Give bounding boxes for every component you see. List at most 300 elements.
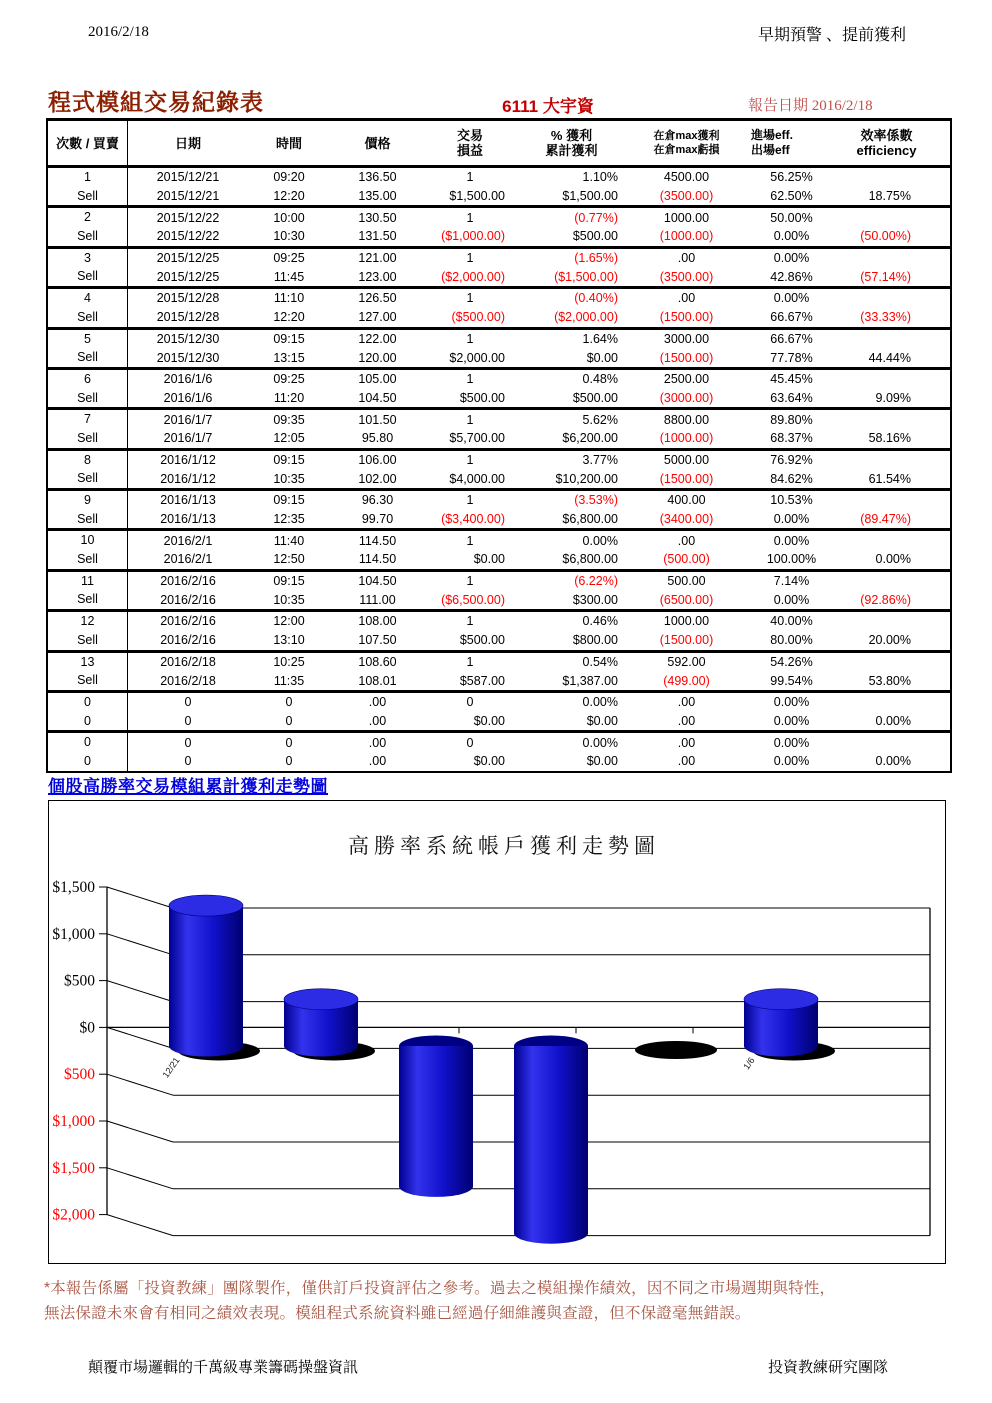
table-cell: 10:30: [273, 229, 305, 244]
table-cell: 13:15: [273, 350, 305, 365]
table-row: [48, 451, 950, 470]
table-cell: 2015/12/25: [156, 269, 220, 284]
table-cell: 11: [48, 572, 128, 591]
table-cell: Sell: [48, 550, 128, 569]
table-row: [48, 410, 950, 429]
trade-group: [48, 289, 950, 329]
trade-group: [48, 653, 950, 693]
table-cell: (3.53%): [574, 493, 618, 508]
table-cell: 1: [466, 452, 474, 467]
table-cell: 2016/2/18: [160, 673, 216, 688]
table-cell: 0: [184, 754, 192, 769]
table-row: [48, 752, 950, 771]
table-row: [48, 389, 950, 408]
table-cell: 2016/2/18: [160, 654, 216, 669]
table-cell: 8800.00: [663, 412, 710, 427]
table-cell: 12:50: [273, 552, 305, 567]
trade-group: [48, 491, 950, 531]
table-row: [48, 370, 950, 389]
table-cell: 53.80%: [868, 673, 911, 688]
table-cell: 2016/2/16: [160, 574, 216, 589]
table-cell: 96.30: [361, 493, 394, 508]
svg-text:$0: $0: [79, 1019, 95, 1037]
table-cell: 9: [48, 491, 128, 510]
table-cell: 5.62%: [582, 412, 618, 427]
table-cell: .00: [368, 695, 387, 710]
table-cell: 1: [466, 331, 474, 346]
table-cell: $800.00: [572, 633, 618, 648]
page-date: 2016/2/18: [88, 24, 149, 40]
table-cell: $500.00: [572, 390, 618, 405]
table-cell: 4: [48, 289, 128, 308]
table-cell: 121.00: [358, 251, 397, 266]
table-cell: 0.48%: [582, 372, 618, 387]
table-row: [48, 531, 950, 550]
table-cell: 09:25: [273, 251, 305, 266]
table-cell: 2500.00: [663, 372, 710, 387]
table-cell: Sell: [48, 510, 128, 529]
table-cell: $5,700.00: [449, 431, 505, 446]
footer-right: 投資教練研究團隊: [767, 1359, 888, 1376]
table-cell: 11:40: [273, 533, 305, 548]
table-cell: 99.54%: [770, 673, 813, 688]
table-cell: ($500.00): [451, 310, 505, 325]
table-cell: 114.50: [358, 533, 397, 548]
column-header: 次數 / 買賣: [48, 121, 128, 165]
table-cell: Sell: [48, 429, 128, 448]
column-header: 進場eff. 出場eff: [751, 128, 794, 157]
column-header: 在倉max獲利 在倉max虧損: [653, 130, 720, 156]
table-cell: (0.40%): [574, 291, 618, 306]
table-cell: $587.00: [459, 673, 505, 688]
trade-group: [48, 410, 950, 450]
table-cell: Sell: [48, 187, 128, 206]
column-header: 日期: [174, 135, 201, 151]
table-cell: .00: [368, 735, 387, 750]
table-cell: (3400.00): [659, 512, 714, 527]
table-row: [48, 491, 950, 510]
table-cell: 3.77%: [582, 452, 618, 467]
table-cell: .00: [677, 735, 696, 750]
table-cell: ($6,500.00): [441, 592, 505, 607]
table-cell: 8: [48, 451, 128, 470]
table-cell: 09:25: [273, 372, 305, 387]
chart-bar: [635, 1041, 717, 1059]
table-cell: 120.00: [358, 350, 397, 365]
table-cell: $10,200.00: [555, 471, 618, 486]
table-cell: 09:35: [273, 412, 305, 427]
table-cell: 2015/12/21: [156, 170, 220, 185]
table-cell: Sell: [48, 671, 128, 690]
table-row: [48, 631, 950, 650]
table-cell: 126.50: [358, 291, 397, 306]
table-cell: 1: [466, 574, 474, 589]
svg-text:$1,000: $1,000: [52, 1113, 95, 1130]
table-cell: 10:00: [273, 210, 305, 225]
svg-text:$500: $500: [64, 972, 95, 990]
table-cell: $6,800.00: [562, 552, 618, 567]
table-cell: 4500.00: [663, 170, 710, 185]
table-cell: 2016/1/6: [163, 390, 213, 405]
table-cell: 11:35: [273, 673, 305, 688]
table-cell: 77.78%: [770, 350, 813, 365]
profit-chart: [48, 800, 946, 1264]
table-row: [48, 693, 950, 712]
table-cell: 10.53%: [770, 493, 813, 508]
table-cell: 1: [466, 170, 474, 185]
table-row: [48, 612, 950, 631]
table-cell: 2015/12/30: [156, 350, 220, 365]
table-cell: $6,800.00: [562, 512, 618, 527]
table-cell: 108.00: [358, 614, 397, 629]
table-cell: 131.50: [358, 229, 397, 244]
table-cell: 135.00: [358, 189, 397, 204]
table-cell: 0.00%: [773, 592, 810, 607]
table-cell: 1000.00: [663, 210, 710, 225]
table-row: [48, 208, 950, 227]
table-cell: 104.50: [358, 390, 397, 405]
table-cell: $300.00: [572, 592, 618, 607]
table-cell: (1500.00): [659, 310, 714, 325]
table-cell: (1000.00): [659, 431, 714, 446]
disclaimer-line-2: 無法保證未來會有相同之績效表現。模組程式系統資料雖已經過仔細維護與查證，但不保證毫無錯誤。: [44, 1305, 751, 1322]
trade-group: [48, 330, 950, 370]
table-cell: 0.00%: [773, 754, 810, 769]
table-cell: (57.14%): [860, 269, 911, 284]
table-row: [48, 590, 950, 609]
table-cell: 114.50: [358, 552, 397, 567]
table-cell: 63.64%: [770, 390, 813, 405]
table-cell: 101.50: [358, 412, 397, 427]
table-cell: 2016/2/16: [160, 614, 216, 629]
table-cell: 09:15: [273, 574, 305, 589]
table-cell: 2015/12/22: [156, 210, 220, 225]
trade-group: [48, 451, 950, 491]
table-cell: .00: [677, 533, 696, 548]
table-cell: (89.47%): [860, 512, 911, 527]
table-cell: 2016/2/16: [160, 633, 216, 648]
svg-text:$1,000: $1,000: [52, 925, 95, 943]
table-cell: 84.62%: [770, 471, 813, 486]
disclaimer-line-1: *本報告係屬「投資教練」團隊製作，僅供訂戶投資評估之參考。過去之模組操作績效，因不同之市場週期與特性，: [44, 1280, 836, 1297]
table-cell: 18.75%: [868, 189, 911, 204]
table-cell: 104.50: [358, 574, 397, 589]
table-cell: 0.00%: [875, 552, 911, 567]
table-cell: .00: [368, 754, 387, 769]
table-cell: $1,387.00: [562, 673, 618, 688]
table-cell: .00: [677, 754, 696, 769]
table-cell: 5000.00: [663, 452, 710, 467]
page-slogan: 早期預警 、提前獲利: [757, 27, 906, 44]
table-cell: 0: [48, 733, 128, 752]
table-cell: .00: [368, 713, 387, 728]
table-cell: 1: [48, 168, 128, 187]
svg-text:$1,500: $1,500: [52, 879, 95, 896]
table-cell: $0.00: [473, 552, 505, 567]
table-cell: .00: [677, 251, 696, 266]
chart-bar: [284, 989, 375, 1061]
table-cell: 1: [466, 372, 474, 387]
table-cell: 2016/1/13: [160, 512, 216, 527]
table-cell: 0: [285, 754, 293, 769]
table-cell: 0: [48, 693, 128, 712]
table-cell: 13:10: [273, 633, 305, 648]
table-cell: 58.16%: [868, 431, 911, 446]
table-cell: 0: [285, 713, 293, 728]
table-cell: 12:20: [273, 310, 305, 325]
table-cell: $500.00: [572, 229, 618, 244]
table-cell: $0.00: [473, 713, 505, 728]
table-cell: 400.00: [667, 493, 706, 508]
table-cell: 0: [285, 695, 293, 710]
table-cell: 1: [466, 291, 474, 306]
table-row: [48, 168, 950, 187]
table-cell: 2016/2/1: [163, 552, 213, 567]
trade-group: [48, 168, 950, 208]
table-cell: (1500.00): [659, 350, 714, 365]
table-cell: Sell: [48, 631, 128, 650]
table-row: [48, 348, 950, 367]
svg-text:$1,500: $1,500: [52, 1159, 95, 1177]
table-cell: Sell: [48, 389, 128, 408]
column-header: 交易 損益: [456, 128, 483, 158]
table-cell: (33.33%): [860, 310, 911, 325]
table-cell: 89.80%: [770, 412, 813, 427]
table-cell: 12:05: [273, 431, 305, 446]
trade-table-body: [48, 168, 950, 771]
table-cell: 0.54%: [582, 654, 618, 669]
chart-title: 高勝率系統帳戶獲利走勢圖: [348, 834, 660, 858]
chart-section-heading: 個股高勝率交易模組累計獲利走勢圖: [48, 777, 328, 796]
report-date: 報告日期 2016/2/18: [748, 98, 873, 114]
table-cell: 2016/1/6: [163, 372, 213, 387]
table-cell: 44.44%: [868, 350, 911, 365]
table-row: [48, 550, 950, 569]
table-cell: (6500.00): [659, 592, 714, 607]
table-cell: 10: [48, 531, 128, 550]
table-cell: 50.00%: [770, 210, 813, 225]
table-cell: 0.00%: [773, 695, 810, 710]
table-cell: ($2,000.00): [554, 310, 618, 325]
table-cell: 10:35: [273, 592, 305, 607]
table-cell: 0.00%: [773, 251, 810, 266]
table-cell: .00: [677, 291, 696, 306]
table-cell: 66.67%: [770, 310, 813, 325]
table-cell: 2015/12/30: [156, 331, 220, 346]
table-cell: 107.50: [358, 633, 397, 648]
table-cell: 12:35: [273, 512, 305, 527]
table-cell: Sell: [48, 469, 128, 488]
table-cell: 09:15: [273, 331, 305, 346]
table-cell: 123.00: [358, 269, 397, 284]
table-cell: 2016/2/16: [160, 592, 216, 607]
table-cell: 2015/12/28: [156, 291, 220, 306]
table-cell: 0.00%: [773, 229, 810, 244]
table-cell: 2015/12/28: [156, 310, 220, 325]
table-cell: 0: [466, 735, 474, 750]
table-cell: 2015/12/22: [156, 229, 220, 244]
table-cell: .00: [677, 695, 696, 710]
table-cell: 105.00: [358, 372, 397, 387]
table-cell: 7.14%: [773, 574, 810, 589]
table-cell: ($1,000.00): [441, 229, 505, 244]
table-cell: 56.25%: [770, 170, 813, 185]
table-cell: 2016/2/1: [163, 533, 213, 548]
chart-bar: [399, 1036, 473, 1197]
stock-name: 6111 大宇資: [502, 97, 594, 116]
table-cell: ($2,000.00): [441, 269, 505, 284]
table-cell: 62.50%: [770, 189, 813, 204]
table-cell: $6,200.00: [562, 431, 618, 446]
table-cell: 66.67%: [770, 331, 813, 346]
table-cell: .00: [677, 713, 696, 728]
table-cell: $500.00: [459, 390, 505, 405]
table-cell: 0.00%: [875, 713, 911, 728]
table-cell: (92.86%): [860, 592, 911, 607]
table-cell: $0.00: [586, 754, 618, 769]
table-cell: 1: [466, 210, 474, 225]
table-cell: 592.00: [667, 654, 706, 669]
table-cell: 76.92%: [770, 452, 813, 467]
column-header: 價格: [364, 135, 391, 151]
trade-group: [48, 531, 950, 571]
table-row: [48, 227, 950, 246]
category-label: 1/6: [741, 1055, 757, 1072]
table-cell: 127.00: [358, 310, 397, 325]
table-row: [48, 469, 950, 488]
table-row: [48, 712, 950, 731]
table-cell: (1500.00): [659, 471, 714, 486]
table-cell: 6: [48, 370, 128, 389]
table-cell: Sell: [48, 590, 128, 609]
table-cell: 0.00%: [582, 695, 618, 710]
table-cell: 0.00%: [773, 512, 810, 527]
table-row: [48, 733, 950, 752]
table-cell: 11:45: [273, 269, 305, 284]
trade-group: [48, 208, 950, 248]
table-cell: 111.00: [359, 592, 396, 607]
table-cell: 11:20: [273, 390, 305, 405]
table-cell: 136.50: [358, 170, 397, 185]
table-cell: ($1,500.00): [554, 269, 618, 284]
table-cell: 68.37%: [770, 431, 813, 446]
table-cell: 1.10%: [582, 170, 618, 185]
footer-left: 顛覆市場邏輯的千萬級專業籌碼操盤資訊: [88, 1359, 359, 1376]
table-cell: 2: [48, 208, 128, 227]
table-cell: 106.00: [358, 452, 397, 467]
trade-table-header: [48, 121, 950, 168]
table-cell: (50.00%): [860, 229, 911, 244]
table-cell: 500.00: [667, 574, 706, 589]
table-cell: 10:35: [273, 471, 305, 486]
column-header: % 獲利 累計獲利: [545, 128, 598, 158]
chart-bar: [161, 895, 260, 1080]
table-row: [48, 289, 950, 308]
table-cell: 09:15: [273, 493, 305, 508]
table-row: [48, 330, 950, 349]
table-cell: 0: [184, 713, 192, 728]
table-cell: (3500.00): [659, 269, 714, 284]
table-cell: 0: [48, 712, 128, 731]
table-cell: 2016/1/12: [160, 452, 216, 467]
table-cell: 0.00%: [773, 291, 810, 306]
table-cell: 0: [184, 735, 192, 750]
trade-group: [48, 612, 950, 652]
table-cell: 108.01: [358, 673, 397, 688]
table-row: [48, 308, 950, 327]
column-header: 效率係數 efficiency: [856, 128, 917, 158]
table-cell: 1.64%: [582, 331, 618, 346]
table-cell: ($3,400.00): [441, 512, 505, 527]
table-cell: 95.80: [361, 431, 394, 446]
table-cell: 102.00: [358, 471, 397, 486]
table-cell: (1500.00): [659, 633, 714, 648]
table-cell: 11:10: [273, 291, 305, 306]
table-cell: $0.00: [586, 350, 618, 365]
table-cell: 0: [285, 735, 293, 750]
table-cell: Sell: [48, 227, 128, 246]
table-cell: 1: [466, 493, 474, 508]
table-cell: $4,000.00: [449, 471, 505, 486]
table-cell: $0.00: [586, 713, 618, 728]
table-cell: (6.22%): [574, 574, 618, 589]
table-cell: 130.50: [358, 210, 397, 225]
table-cell: 54.26%: [770, 654, 813, 669]
svg-text:$500: $500: [64, 1066, 95, 1084]
column-header: 時間: [275, 135, 302, 151]
trade-table: [46, 118, 952, 773]
table-cell: 1: [466, 533, 474, 548]
table-cell: $500.00: [459, 633, 505, 648]
table-cell: (3500.00): [659, 189, 714, 204]
table-cell: 2015/12/21: [156, 189, 220, 204]
profit-chart-svg: [49, 801, 945, 1263]
table-cell: 0.00%: [582, 533, 618, 548]
table-cell: 3000.00: [663, 331, 710, 346]
svg-text:$2,000: $2,000: [52, 1206, 95, 1224]
table-cell: 0.00%: [582, 735, 618, 750]
table-cell: 5: [48, 330, 128, 349]
table-cell: 99.70: [361, 512, 394, 527]
table-cell: (499.00): [663, 673, 710, 688]
table-cell: 108.60: [358, 654, 397, 669]
table-cell: 10:25: [273, 654, 305, 669]
table-cell: 12:00: [273, 614, 305, 629]
table-row: [48, 267, 950, 286]
table-cell: 13: [48, 653, 128, 672]
table-cell: 12:20: [273, 189, 305, 204]
table-cell: 2016/1/7: [163, 431, 213, 446]
table-cell: 3: [48, 249, 128, 268]
table-cell: 2016/1/12: [160, 471, 216, 486]
table-cell: 0: [466, 695, 474, 710]
table-cell: 9.09%: [875, 390, 911, 405]
table-cell: 0: [184, 695, 192, 710]
table-cell: $2,000.00: [449, 350, 505, 365]
table-row: [48, 510, 950, 529]
table-cell: 122.00: [358, 331, 397, 346]
table-cell: 40.00%: [770, 614, 813, 629]
report-title: 程式模組交易紀錄表: [48, 89, 264, 115]
table-cell: 20.00%: [868, 633, 911, 648]
table-cell: 0.00%: [875, 754, 911, 769]
table-cell: 1000.00: [663, 614, 710, 629]
table-cell: 09:20: [273, 170, 305, 185]
table-row: [48, 249, 950, 268]
table-cell: $1,500.00: [449, 189, 505, 204]
table-cell: $0.00: [473, 754, 505, 769]
table-cell: 100.00%: [766, 552, 817, 567]
